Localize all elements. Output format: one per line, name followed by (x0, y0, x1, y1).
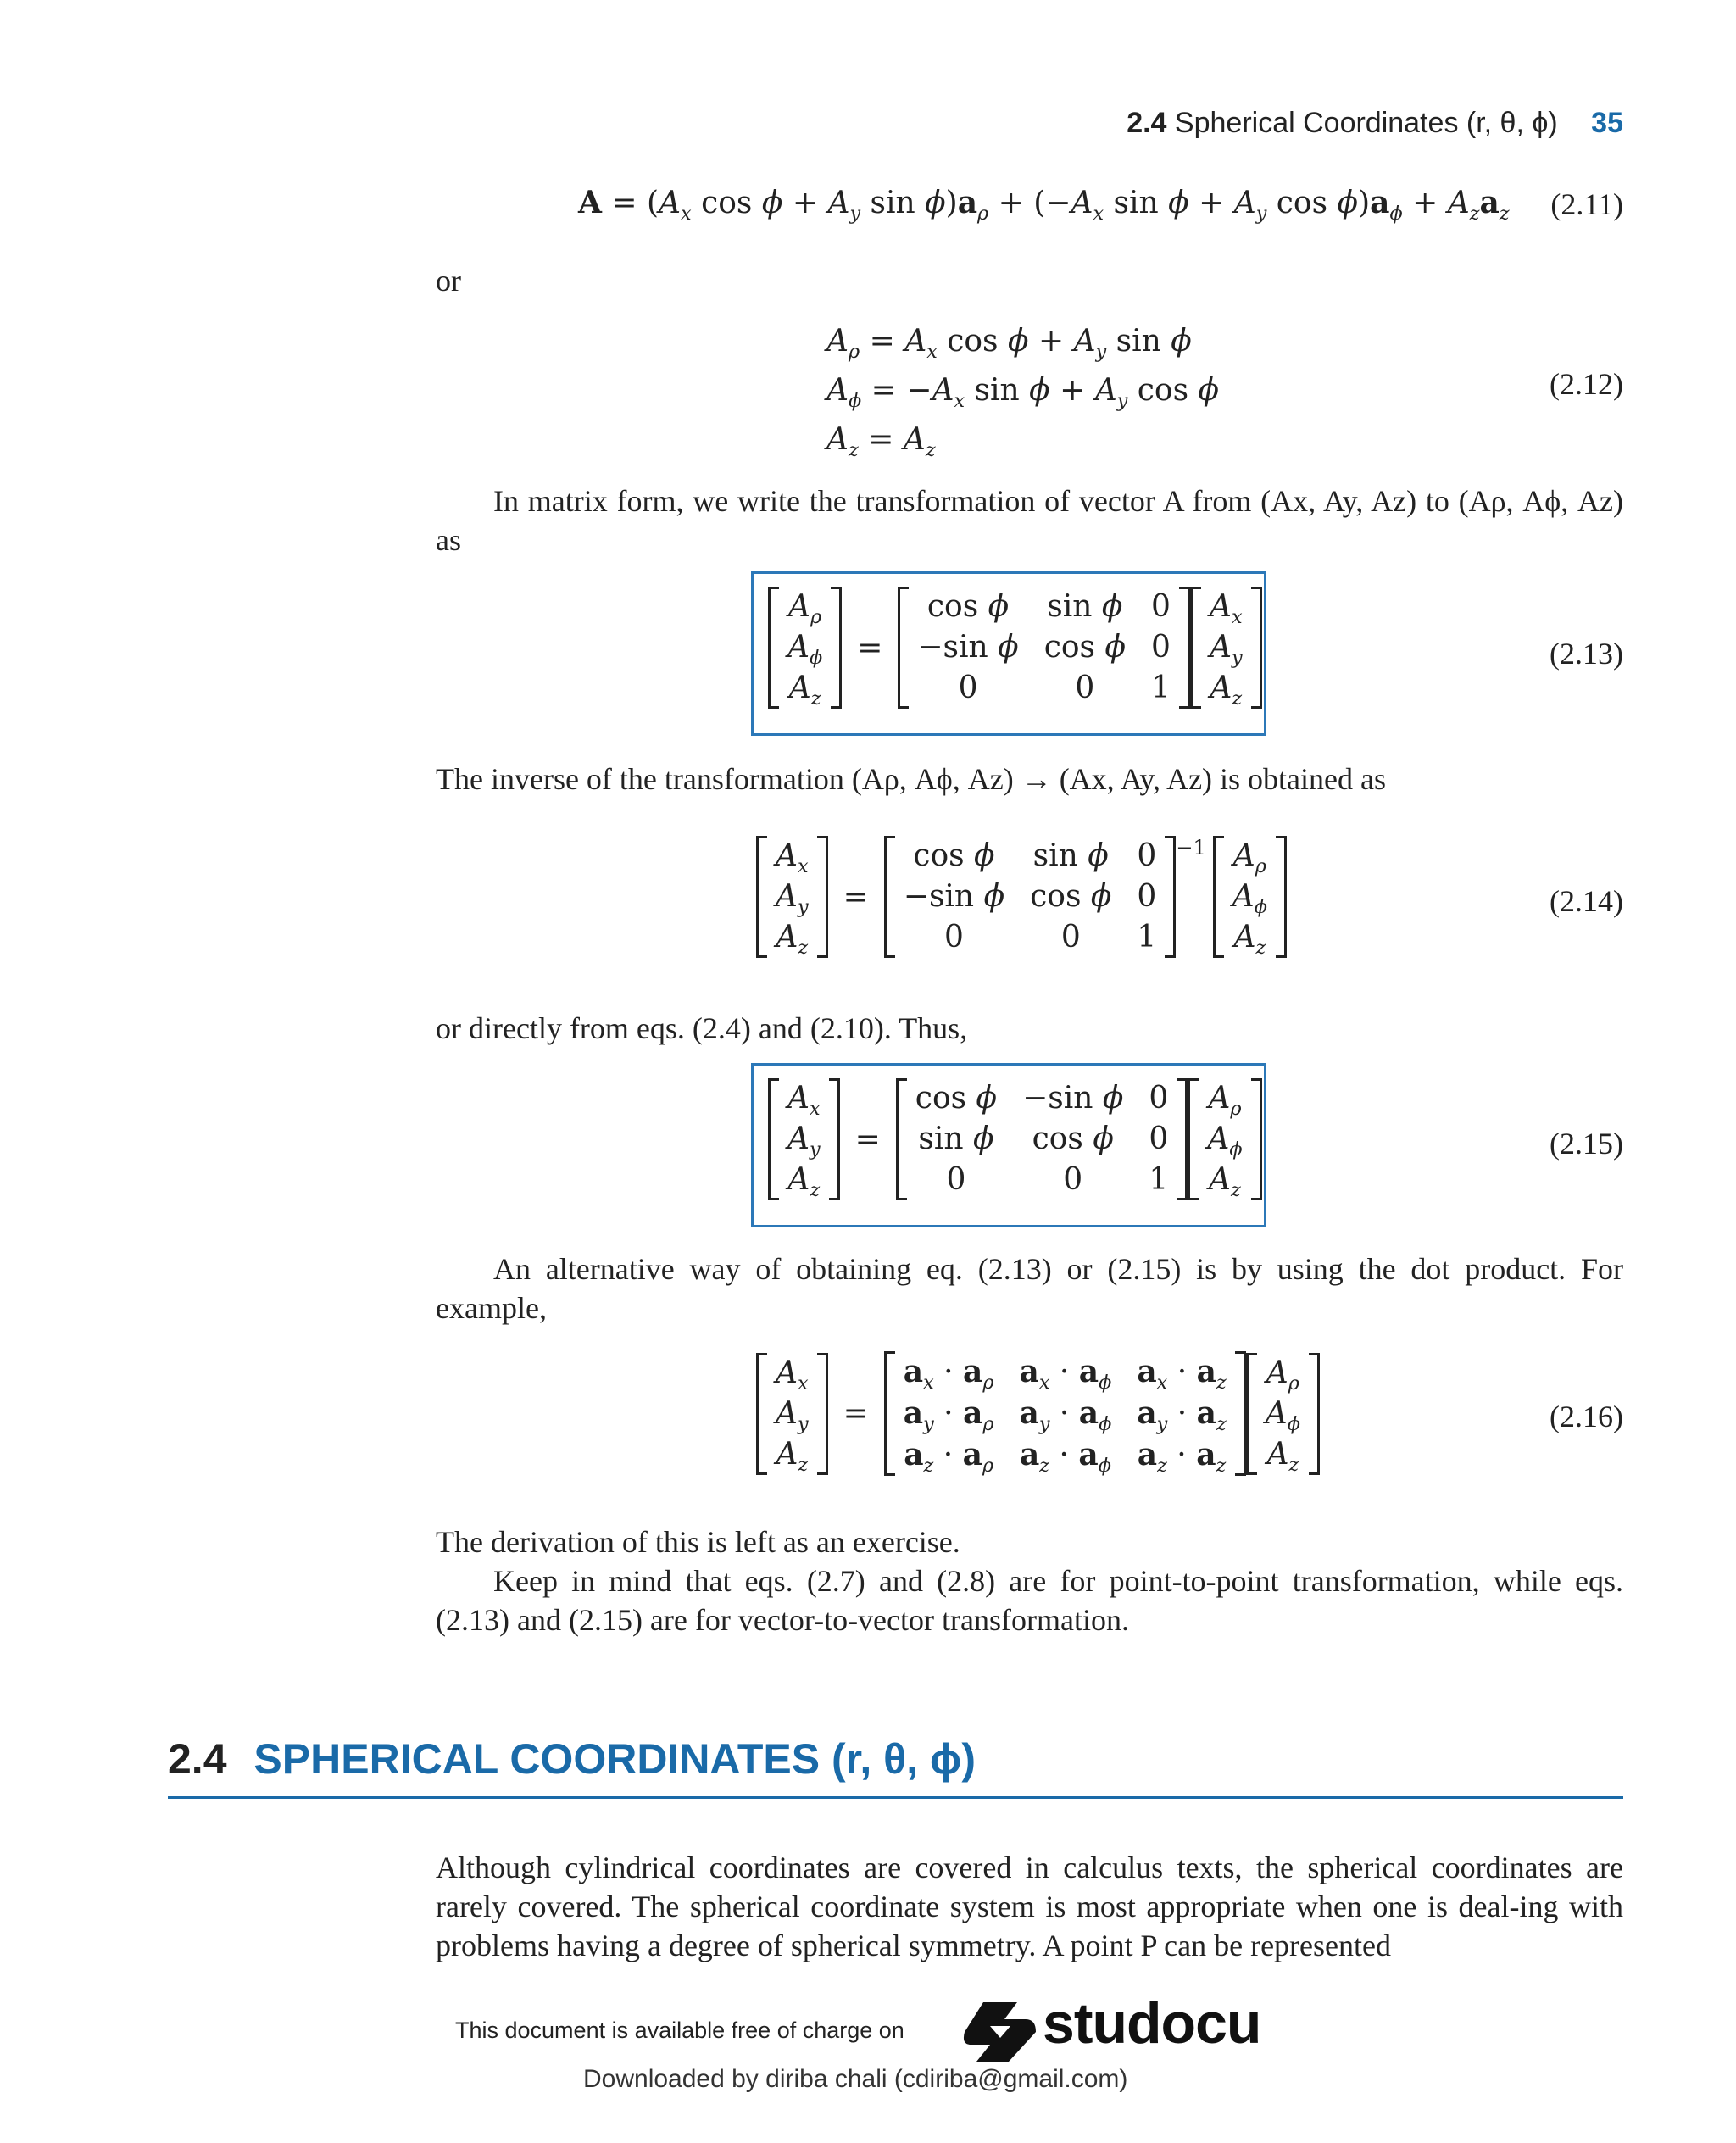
equation-2-14: $A_x$ $A_y$ $A_z$ = cos ϕ sin ϕ 0 −sin ϕ cos ϕ 0 0 0 1 −1 $A_\rho$ $A_\phi$ $A_z$ (756, 836, 1287, 958)
equation-number-2-14: (2.14) (1550, 884, 1623, 918)
paragraph-derivation: The derivation of this is left as an exercise. (436, 1525, 960, 1559)
equation-number-2-11: (2.11) (1550, 187, 1623, 221)
paragraph-spherical: Although cylindrical coordinates are covered in calculus texts, the spherical coordinates are rarely covered. The spherical coordinate system is most appropriate when one is deal-ing with problems having a degree of spherical symmetry. A point P can be represented (436, 1851, 1623, 1962)
running-head-section-number: 2.4 (1127, 107, 1167, 139)
page-number: 35 (1591, 107, 1623, 139)
paragraph-inverse: The inverse of the transformation (Aρ, Aϕ, Az) → (Ax, Ay, Az) is obtained as (436, 762, 1386, 796)
paragraph-directly: or directly from eqs. (2.4) and (2.10). Thus, (436, 1011, 968, 1045)
download-note: Downloaded by diriba chali (cdiriba@gmail.com) (583, 2065, 1128, 2093)
section-heading (168, 1734, 976, 1784)
section-divider (168, 1796, 1623, 1799)
studocu-logo-icon[interactable] (958, 1994, 1043, 2074)
paragraph-keep-in-mind: Keep in mind that eqs. (2.7) and (2.8) are for point-to-point transformation, while eqs. (2.13) and (2.15) are for vector-to-vector transformation. (436, 1564, 1623, 1637)
equation-2-15: $A_x$ $A_y$ $A_z$ = cos ϕ −sin ϕ 0 sin ϕ cos ϕ 0 0 0 1 $A_\rho$ $A_\phi$ $A_z$ (768, 1078, 1262, 1200)
brand-name[interactable]: studocu (1043, 1991, 1261, 2056)
equation-2-16: $A_x$ $A_y$ $A_z$ = $a_x \cdot a_\rho$ $a_x \cdot a_\phi$ $a_x \cdot a_z$ $a_y \cdot a_\rho$ $a_y \cdot a_\phi$ $a_y \cdot a_z$ $a_z \cdot a_\rho$ $a_z \cdot a_\phi$ $a_z \cdot a_z$ $A_\rho$ $A_\phi$ $A_z$ (756, 1351, 1320, 1476)
equation-number-2-13: (2.13) (1550, 637, 1623, 671)
section-heading-number: 2.4 (168, 1735, 227, 1783)
equation-2-12: $A_\rho = A_x$ $\cos \phi + A_y$ sin ϕ $A_\phi = -A_x$ $\sin \phi + A_y$ cos ϕ $A_z = A_z$ (826, 324, 1220, 461)
section-heading-title: SPHERICAL COORDINATES (r, θ, ϕ) (253, 1735, 976, 1783)
paragraph-matrix-form: In matrix form, we write the transformation of vector A from (Ax, Ay, Az) to (Aρ, Aϕ, Az) as (436, 484, 1623, 557)
running-head (1127, 107, 1623, 140)
equation-number-2-16: (2.16) (1550, 1400, 1623, 1433)
equation-2-13: $A_\rho$ $A_\phi$ $A_z$ = cos ϕ sin ϕ 0 −sin ϕ cos ϕ 0 0 0 1 $A_x$ $A_y$ $A_z$ (768, 587, 1262, 709)
connector-or: or (436, 264, 461, 298)
equation-number-2-12: (2.12) (1550, 367, 1623, 401)
running-head-title: Spherical Coordinates (r, θ, ϕ) (1174, 107, 1558, 139)
equation-2-11: $A = (A_x$ $\cos \phi + A_y$ $\sin \phi)a_\rho + (-A_x$ $\sin \phi + A_y$ $\cos \phi)a_\phi + A_za_z$ (578, 185, 1510, 225)
paragraph-alternative: An alternative way of obtaining eq. (2.13) or (2.15) is by using the dot product. For example, (436, 1252, 1623, 1325)
inverse-exponent: −1 (1176, 836, 1206, 860)
availability-note: This document is available free of charge on (455, 2018, 904, 2043)
equation-number-2-15: (2.15) (1550, 1127, 1623, 1161)
